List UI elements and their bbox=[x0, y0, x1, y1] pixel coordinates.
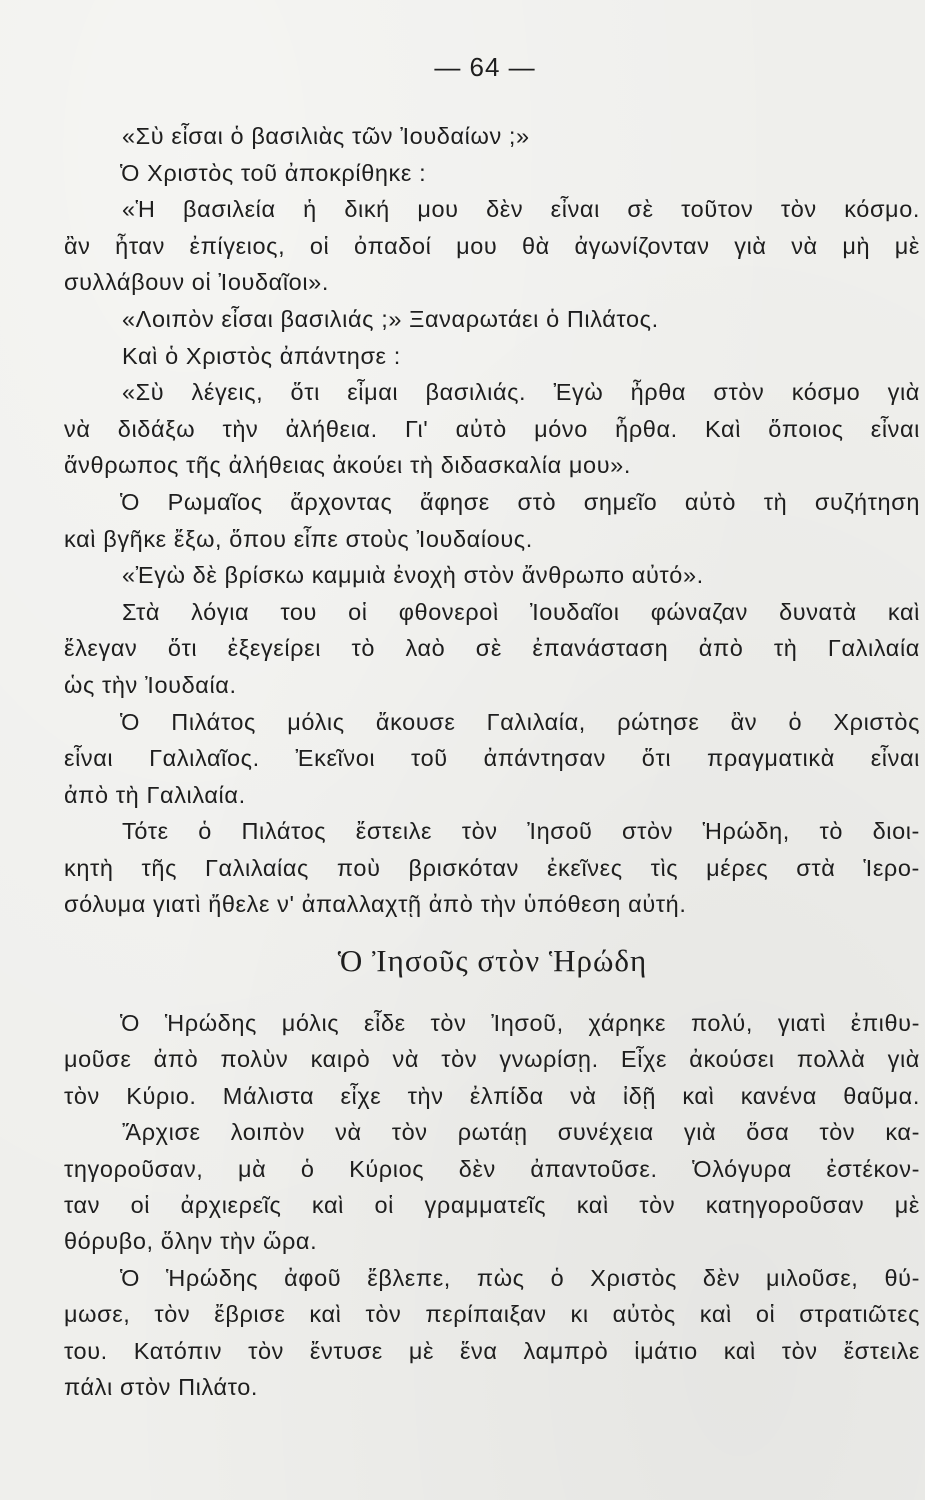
text-line: εἶναι Γαλιλαῖος. Ἐκεῖνοι τοῦ ἀπάντησαν ὅτι πραγματικὰ εἶναι bbox=[64, 745, 920, 772]
text-line: σόλυμα γιατὶ ἤθελε ν' ἀπαλλαχτῇ ἀπὸ τὴν ὑπόθεση αὐτή. bbox=[64, 891, 687, 918]
body-text-bottom bbox=[64, 1005, 920, 1405]
text-line: Ὁ Ρωμαῖος ἄρχοντας ἄφησε στὸ σημεῖο αὐτὸ τὴ συζήτηση bbox=[120, 488, 920, 515]
text-line: Ὁ Χριστὸς τοῦ ἀποκρίθηκε : bbox=[120, 159, 427, 186]
text-line: Ὁ Ἡρώδης μόλις εἶδε τὸν Ἰησοῦ, χάρηκε πολύ, γιατὶ ἐπιθυ- bbox=[120, 1010, 920, 1036]
text-line: Ὁ Ἡρώδης ἀφοῦ ἔβλεπε, πὼς ὁ Χριστὸς δὲν μιλοῦσε, θύ- bbox=[120, 1264, 920, 1291]
body-text-top bbox=[64, 118, 920, 923]
text-line: ἔλεγαν ὅτι ἐξεγείρει τὸ λαὸ σὲ ἐπανάσταση ἀπὸ τὴ Γαλιλαία bbox=[64, 635, 920, 662]
text-line: «Ἡ βασιλεία ἡ δική μου δὲν εἶναι σὲ τοῦτον τὸν κόσμο. bbox=[122, 196, 920, 223]
text-line: «Ἐγὼ δὲ βρίσκω καμμιὰ ἐνοχὴ στὸν ἄνθρωπο αὐτό». bbox=[122, 562, 704, 589]
section-heading: Ὁ Ἰησοῦς στὸν Ἡρώδη bbox=[337, 943, 648, 978]
text-line: καὶ βγῆκε ἔξω, ὅπου εἶπε στοὺς Ἰουδαίους. bbox=[64, 525, 533, 552]
text-line: ταν οἱ ἀρχιερεῖς καὶ οἱ γραμματεῖς καὶ τὸν κατηγοροῦσαν μὲ bbox=[64, 1192, 920, 1219]
text-line: μοῦσε ἀπὸ πολὺν καιρὸ νὰ τὸν γνωρίσῃ. Εἶχε ἀκούσει πολλὰ γιὰ bbox=[64, 1046, 920, 1073]
text-line: τηγοροῦσαν, μὰ ὁ Κύριος δὲν ἀπαντοῦσε. Ὁλόγυρα ἐστέκον- bbox=[64, 1155, 920, 1182]
text-line: του. Κατόπιν τὸν ἔντυσε μὲ ἕνα λαμπρὸ ἱμάτιο καὶ τὸν ἔστειλε bbox=[64, 1337, 920, 1364]
text-line: τὸν Κύριο. Μάλιστα εἶχε τὴν ἐλπίδα νὰ ἰδῇ καὶ κανένα θαῦμα. bbox=[64, 1082, 920, 1109]
text-line: Στὰ λόγια του οἱ φθονεροὶ Ἰουδαῖοι φώναζαν δυνατὰ καὶ bbox=[122, 598, 920, 625]
text-line: πάλι στὸν Πιλάτο. bbox=[64, 1374, 259, 1401]
text-line: συλλάβουν οἱ Ἰουδαῖοι». bbox=[64, 269, 329, 296]
text-line: μωσε, τὸν ἔβρισε καὶ τὸν περίπαιξαν κι αὐτὸς καὶ οἱ στρατιῶτες bbox=[64, 1301, 920, 1328]
text-line: «Σὺ λέγεις, ὅτι εἶμαι βασιλιάς. Ἐγὼ ἦρθα στὸν κόσμο γιὰ bbox=[122, 379, 920, 406]
text-line: ἄνθρωπος τῆς ἀλήθειας ἀκούει τὴ διδασκαλία μου». bbox=[64, 452, 631, 479]
text-line: ὡς τὴν Ἰουδαία. bbox=[64, 671, 237, 698]
text-line: ἀπὸ τὴ Γαλιλαία. bbox=[64, 781, 246, 808]
page-number: — 64 — bbox=[434, 52, 536, 82]
text-line: Ἄρχισε λοιπὸν νὰ τὸν ρωτάῃ συνέχεια γιὰ ὅσα τὸν κα- bbox=[122, 1119, 920, 1146]
text-line: νὰ διδάξω τὴν ἀλήθεια. Γι' αὐτὸ μόνο ἦρθα. Καὶ ὅποιος εἶναι bbox=[64, 415, 920, 442]
text-line: Ὁ Πιλάτος μόλις ἄκουσε Γαλιλαία, ρώτησε ἂν ὁ Χριστὸς bbox=[120, 708, 920, 735]
text-line: Τότε ὁ Πιλάτος ἔστειλε τὸν Ἰησοῦ στὸν Ἡρώδη, τὸ διοι- bbox=[122, 818, 920, 845]
text-line: θόρυβο, ὅλην τὴν ὥρα. bbox=[64, 1228, 318, 1255]
text-line: κητὴ τῆς Γαλιλαίας ποὺ βρισκόταν ἐκεῖνες τὶς μέρες στὰ Ἱερο- bbox=[64, 854, 920, 881]
text-line: «Σὺ εἶσαι ὁ βασιλιὰς τῶν Ἰουδαίων ;» bbox=[122, 123, 530, 149]
text-line: «Λοιπὸν εἶσαι βασιλιάς ;» Ξαναρωτάει ὁ Πιλάτος. bbox=[122, 305, 659, 332]
text-line: ἂν ἦταν ἐπίγειος, οἱ ὀπαδοί μου θὰ ἀγωνίζονταν γιὰ νὰ μὴ μὲ bbox=[64, 232, 920, 259]
text-line: Καὶ ὁ Χριστὸς ἀπάντησε : bbox=[122, 342, 401, 369]
